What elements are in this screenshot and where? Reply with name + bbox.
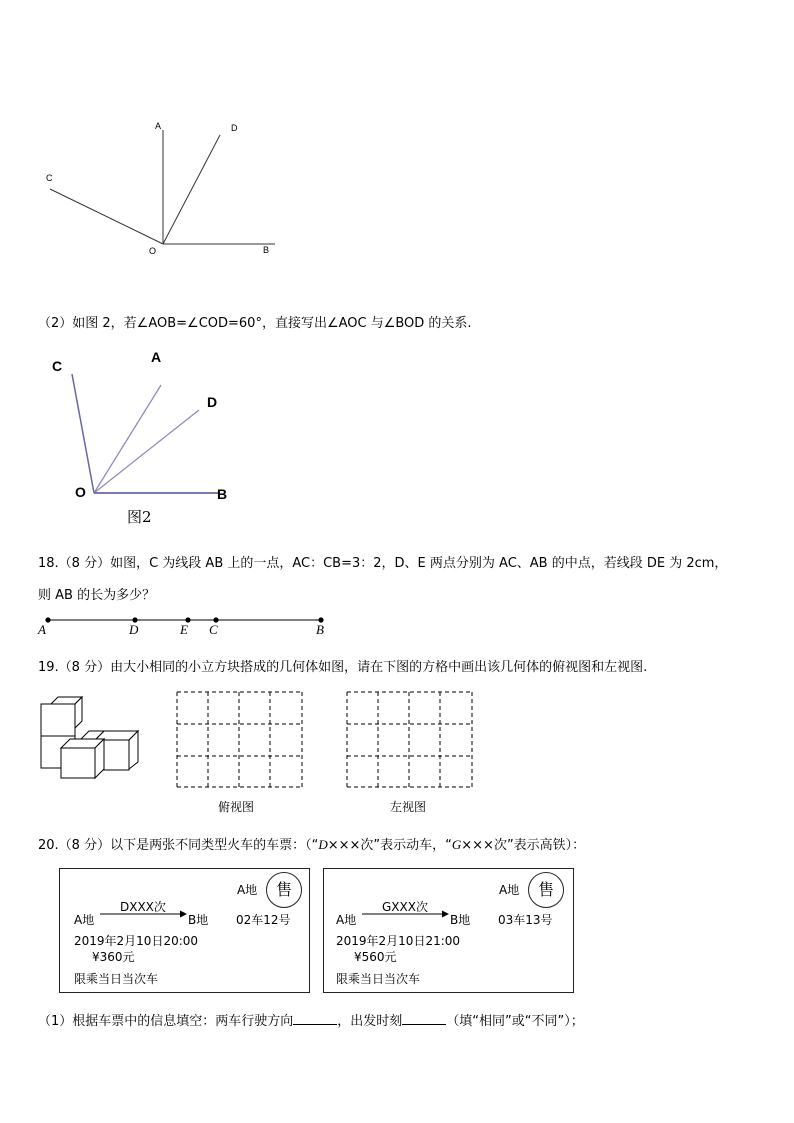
question-20-part-1 (38, 1010, 584, 1029)
fig2-label-b: B (217, 486, 228, 502)
fig1-label-d: D (231, 123, 238, 133)
ticket-1-price: ¥360元 (92, 950, 135, 964)
question-20-text-a: 20.（8 分）以下是两张不同类型火车的车票：（“ (38, 838, 319, 853)
ticket-2-datetime: 2019年2月10日21:00 (336, 934, 461, 948)
ticket-1-origin-top: A地 (237, 883, 258, 897)
fig1-label-o: O (149, 246, 157, 256)
left-view-caption: 左视图 (390, 800, 427, 814)
top-view-caption: 俯视图 (218, 800, 255, 814)
fig2-label-d: D (207, 394, 218, 410)
ticket-1-note: 限乘当日当次车 (74, 972, 159, 986)
ticket-2-price: ¥560元 (354, 950, 397, 964)
figure-2-angles (60, 360, 240, 500)
segment-label-b: B (316, 622, 324, 637)
ticket-1-to: B地 (188, 913, 209, 927)
question-20-part-1-text-a: （1）根据车票中的信息填空：两车行驶方向 (38, 1014, 294, 1029)
segment-ab-figure (40, 612, 340, 632)
fig1-label-a: A (155, 121, 162, 131)
ticket-1-datetime: 2019年2月10日20:00 (74, 934, 199, 948)
segment-label-a: A (38, 622, 46, 637)
fig2-label-o: O (75, 484, 86, 500)
ticket-2-stamp: 售 (528, 872, 564, 908)
question-20 (38, 834, 585, 853)
segment-label-c: C (209, 622, 218, 637)
ticket-2-seat: 03车13号 (498, 913, 553, 927)
ray-oa-2 (94, 385, 161, 493)
ray-od-2 (94, 410, 199, 493)
fig2-label-a: A (151, 349, 162, 365)
question-17-part-2: （2）如图 2，若∠AOB=∠COD=60°，直接写出∠AOC 与∠BOD 的关系. (38, 316, 472, 331)
left-view-grid[interactable] (346, 691, 474, 789)
question-19: 19.（8 分）由大小相同的小立方块搭成的几何体如图，请在下图的方格中画出该几何体的俯视图和左视图. (38, 660, 648, 675)
ticket-2-origin-top: A地 (499, 883, 520, 897)
fig1-label-b: B (263, 245, 270, 255)
ray-od (163, 135, 220, 244)
ticket-2-to: B地 (450, 913, 471, 927)
fig1-label-c: C (46, 173, 53, 183)
question-18-line-2: 则 AB 的长为多少？ (38, 588, 156, 603)
ticket-1-from: A地 (74, 913, 95, 927)
ray-oc (50, 189, 163, 244)
answer-blank-departure-time[interactable] (402, 1013, 446, 1025)
question-20-text-g: G (451, 837, 462, 852)
ticket-1 (59, 868, 310, 993)
question-18-line-1: 18.（8 分）如图，C 为线段 AB 上的一点，AC：CB=3：2，D、E 两点分别为 AC、AB 的中点，若线段 DE 为 2cm， (38, 556, 728, 571)
question-20-text-d: D (318, 837, 328, 852)
ray-oc-2 (72, 374, 94, 493)
question-20-part-1-text-b: ，出发时刻 (337, 1014, 403, 1029)
ticket-2-from: A地 (336, 913, 357, 927)
fig2-label-c: C (52, 358, 63, 374)
fig2-caption: 图2 (127, 508, 152, 526)
answer-blank-direction[interactable] (293, 1013, 337, 1025)
ticket-1-train-number: DXXX次 (120, 900, 166, 914)
top-view-grid[interactable] (176, 691, 304, 789)
ticket-2-train-number: GXXX次 (382, 900, 428, 914)
ticket-2-note: 限乘当日当次车 (336, 972, 421, 986)
cube-solid-figure (36, 696, 146, 786)
segment-label-d: D (129, 622, 139, 637)
ticket-1-arrow-icon (98, 909, 188, 919)
question-20-text-b: ×××次”表示动车，“ (327, 838, 452, 853)
ticket-1-seat: 02车12号 (236, 913, 291, 927)
question-20-part-1-text-c: （填“相同”或“不同”）； (446, 1014, 584, 1029)
ticket-2-arrow-icon (360, 909, 450, 919)
ticket-2 (323, 868, 574, 993)
point-a (45, 617, 50, 622)
figure-1-angles (30, 110, 290, 260)
question-20-text-c: ×××次”表示高铁）： (461, 838, 586, 853)
segment-label-e: E (180, 622, 188, 637)
ticket-1-stamp: 售 (266, 872, 302, 908)
